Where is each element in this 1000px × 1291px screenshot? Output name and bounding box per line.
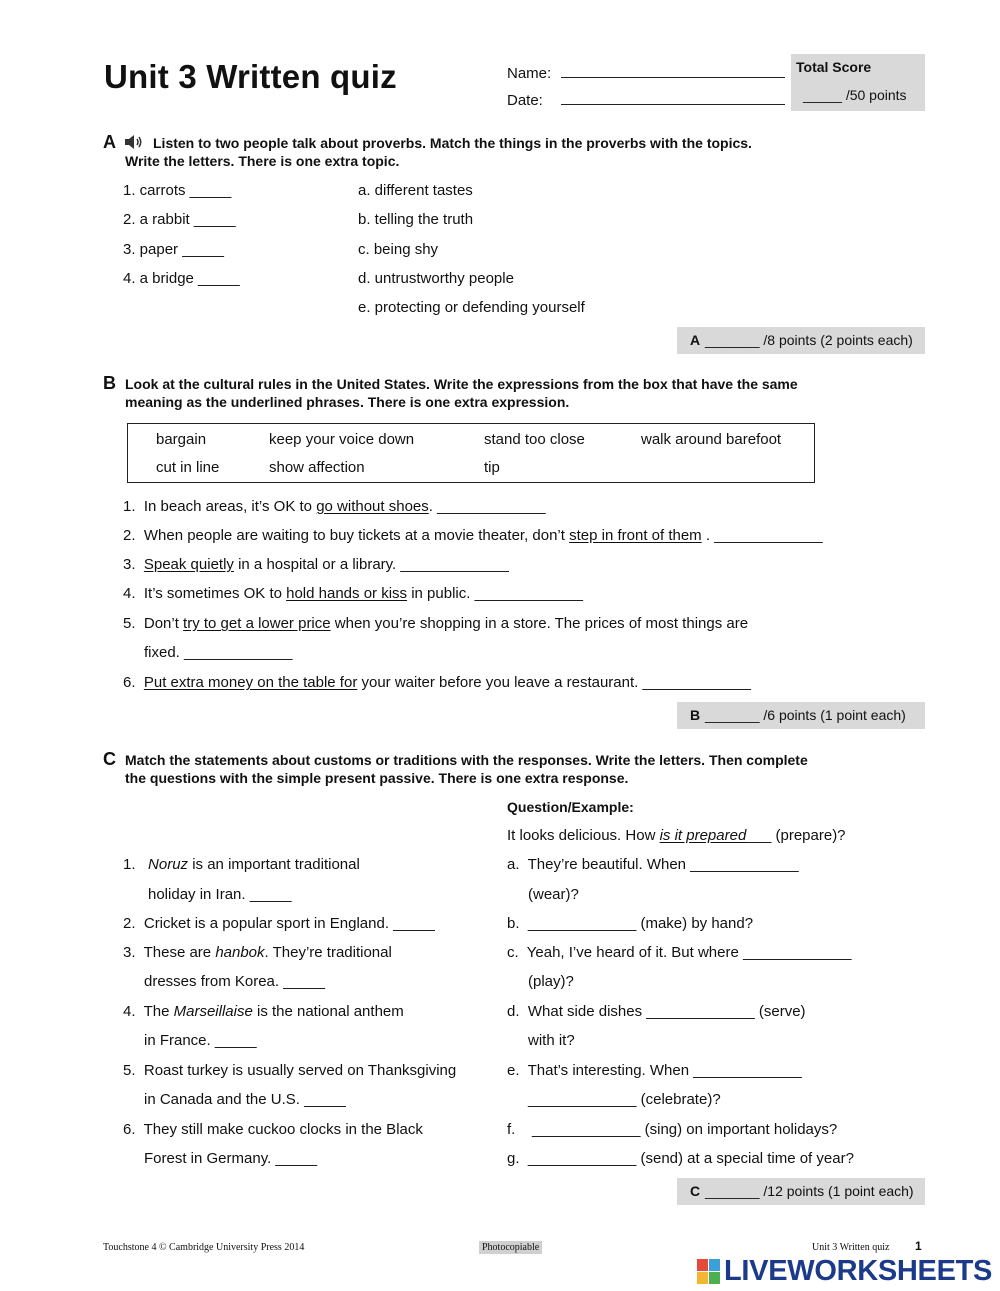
item-number: 6. (123, 674, 136, 691)
date-field[interactable] (561, 90, 785, 105)
response[interactable] (507, 943, 851, 963)
example-line (507, 826, 846, 846)
statement-italic: Marseillaise (173, 1003, 253, 1020)
liveworksheets-logo-icon (697, 1259, 721, 1285)
response[interactable] (507, 855, 799, 875)
section-c-instruction-1: Match the statements about customs or traditions with the responses. Write the letters. Then complete (125, 752, 808, 768)
section-a-item[interactable]: 3. paper _____ (123, 241, 224, 258)
section-a-topic: e. protecting or defending yourself (358, 299, 585, 316)
word-box-item: keep your voice down (269, 431, 415, 448)
underlined-phrase: try to get a lower price (183, 615, 331, 632)
statement-number: 5. (123, 1062, 136, 1079)
section-a-topic: d. untrustworthy people (358, 270, 514, 287)
statement (123, 855, 360, 875)
section-a-item[interactable]: 1. carrots _____ (123, 182, 232, 199)
total-score-box (791, 54, 925, 111)
section-a-instruction-1: Listen to two people talk about proverbs. Match the things in the proverbs with the topics. (153, 135, 752, 151)
section-c-letter: C (103, 749, 116, 769)
section-c-score-letter: C (690, 1183, 701, 1199)
item-answer-blank[interactable]: in a hospital or a library. _____________ (233, 556, 509, 573)
statement-continuation[interactable]: dresses from Korea. _____ (144, 973, 325, 990)
date-label: Date: (507, 92, 543, 109)
liveworksheets-brand: LIVEWORKSHEETS (724, 1255, 993, 1287)
response-continuation: (play)? (528, 973, 574, 990)
item-text: It’s sometimes OK to (143, 585, 287, 602)
example-text-end: ___ (prepare)? (746, 827, 846, 844)
item-text: In beach areas, it’s OK to (143, 498, 317, 515)
statement-text: These are (143, 944, 216, 961)
section-b-score-box (677, 702, 925, 729)
statement-continuation[interactable]: in Canada and the U.S. _____ (144, 1091, 346, 1108)
statement-text[interactable]: Cricket is a popular sport in England. _____ (143, 915, 435, 932)
statement-text: Roast turkey is usually served on Thanksgiving (143, 1062, 457, 1079)
statement[interactable] (123, 914, 435, 934)
section-b-item[interactable] (123, 673, 751, 693)
statement-continuation[interactable]: holiday in Iran. _____ (148, 886, 292, 903)
section-a-score-letter: A (690, 332, 701, 348)
liveworksheets-logo (697, 1257, 997, 1287)
name-label: Name: (507, 65, 552, 82)
underlined-phrase: step in front of them (569, 527, 702, 544)
response-letter: a. (507, 856, 520, 873)
response-text[interactable]: _____________ (send) at a special time of year? (527, 1150, 854, 1167)
word-box-item: bargain (156, 431, 207, 448)
section-a-score[interactable]: _______ /8 points (2 points each) (705, 332, 913, 348)
statement-number: 2. (123, 915, 136, 932)
section-a-topic: b. telling the truth (358, 211, 474, 228)
footer-page-number: 1 (915, 1239, 922, 1253)
statement-continuation[interactable]: in France. _____ (144, 1032, 257, 1049)
section-b-item-continuation[interactable]: fixed. _____________ (144, 644, 293, 661)
section-b-item[interactable] (123, 584, 583, 604)
item-text: when you’re shopping in a store. The prices of most things are (330, 615, 749, 632)
statement-text: is an important traditional (188, 856, 360, 873)
item-answer-blank[interactable]: in public. _____________ (407, 585, 584, 602)
statement-continuation[interactable]: Forest in Germany. _____ (144, 1150, 318, 1167)
section-c-instruction-2: the questions with the simple present passive. There is one extra response. (125, 770, 629, 786)
footer-photocopiable: Photocopiable (479, 1241, 542, 1254)
underlined-phrase: hold hands or kiss (286, 585, 408, 602)
word-box-item: stand too close (484, 431, 585, 448)
underlined-phrase: Speak quietly (143, 556, 234, 573)
item-number: 2. (123, 527, 136, 544)
statement (123, 943, 392, 963)
section-b-item[interactable] (123, 526, 823, 546)
word-box-item: tip (484, 459, 500, 476)
name-row (507, 63, 785, 82)
total-score-value[interactable]: _____ /50 points (803, 87, 907, 103)
underlined-phrase: Put extra money on the table for (143, 674, 358, 691)
item-text: When people are waiting to buy tickets at a movie theater, don’t (143, 527, 570, 544)
section-a-topic: a. different tastes (358, 182, 473, 199)
response-letter: f. (507, 1121, 516, 1138)
statement-number: 6. (123, 1121, 136, 1138)
example-heading: Question/Example: (507, 799, 634, 815)
word-box-item: cut in line (156, 459, 220, 476)
response-continuation: (wear)? (528, 886, 579, 903)
section-b-item[interactable] (123, 614, 748, 634)
response-continuation[interactable]: _____________ (celebrate)? (528, 1091, 721, 1108)
response-letter: d. (507, 1003, 520, 1020)
response-text[interactable]: What side dishes _____________ (serve) (527, 1003, 806, 1020)
response[interactable] (507, 1120, 837, 1140)
item-text: Don’t (143, 615, 184, 632)
section-b-instruction-2: meaning as the underlined phrases. There is one extra expression. (125, 394, 570, 410)
word-box-item: walk around barefoot (641, 431, 782, 448)
section-a-score-box (677, 327, 925, 354)
section-c-score[interactable]: _______ /12 points (1 point each) (705, 1183, 914, 1199)
statement (123, 1120, 423, 1140)
response-text[interactable]: _____________ (sing) on important holidays? (532, 1121, 838, 1138)
statement (123, 1061, 456, 1081)
section-b-score-letter: B (690, 707, 701, 723)
section-a-item[interactable]: 4. a bridge _____ (123, 270, 240, 287)
item-number: 3. (123, 556, 136, 573)
example-text: It looks delicious. How (507, 827, 660, 844)
section-b-item[interactable] (123, 555, 509, 575)
statement-text: The (143, 1003, 174, 1020)
item-number: 5. (123, 615, 136, 632)
word-box-item: show affection (269, 459, 365, 476)
footer-copyright: Touchstone 4 © Cambridge University Press 2014 (103, 1242, 305, 1253)
section-c-score-box (677, 1178, 925, 1205)
statement-number: 3. (123, 944, 136, 961)
response-text[interactable]: They’re beautiful. When _____________ (527, 856, 799, 873)
item-number: 1. (123, 498, 136, 515)
section-a-topic: c. being shy (358, 241, 439, 258)
section-b-letter: B (103, 373, 116, 393)
section-b-score[interactable]: _______ /6 points (1 point each) (705, 707, 906, 723)
section-a-instruction-2: Write the letters. There is one extra topic. (125, 153, 400, 169)
response-letter: b. (507, 915, 520, 932)
item-number: 4. (123, 585, 136, 602)
statement-text: is the national anthem (252, 1003, 404, 1020)
statement (123, 1002, 404, 1022)
item-answer-blank[interactable]: your waiter before you leave a restaurant. _____________ (357, 674, 751, 691)
statement-text: They still make cuckoo clocks in the Black (143, 1121, 423, 1138)
section-a-item[interactable]: 2. a rabbit _____ (123, 211, 236, 228)
response-text[interactable]: _____________ (make) by hand? (527, 915, 754, 932)
statement-italic: hanbok (215, 944, 265, 961)
example-answer: is it prepared (659, 827, 747, 844)
response-text[interactable]: Yeah, I’ve heard of it. But where _____________ (526, 944, 852, 961)
underlined-phrase: go without shoes (316, 498, 429, 515)
section-b-instruction-1: Look at the cultural rules in the United States. Write the expressions from the box that have the same (125, 376, 798, 392)
footer-page-label: Unit 3 Written quiz (812, 1242, 890, 1253)
response-letter: e. (507, 1062, 520, 1079)
section-b-item[interactable] (123, 497, 546, 517)
name-field[interactable] (561, 63, 785, 78)
response[interactable] (507, 1061, 802, 1081)
response-text[interactable]: That’s interesting. When _____________ (527, 1062, 802, 1079)
statement-text: . They’re traditional (264, 944, 392, 961)
response[interactable] (507, 1149, 854, 1169)
response-letter: c. (507, 944, 519, 961)
word-box (127, 423, 815, 483)
response[interactable] (507, 1002, 806, 1022)
response[interactable] (507, 914, 753, 934)
statement-italic: Noruz (148, 856, 189, 873)
response-continuation: with it? (528, 1032, 575, 1049)
section-a-letter: A (103, 132, 116, 152)
page-title: Unit 3 Written quiz (104, 58, 397, 95)
date-row (507, 90, 785, 109)
item-answer-blank[interactable]: . _____________ (701, 527, 823, 544)
total-score-label: Total Score (796, 59, 872, 75)
statement-number: 1. (123, 856, 136, 873)
response-letter: g. (507, 1150, 520, 1167)
item-answer-blank[interactable]: . _____________ (428, 498, 546, 515)
statement-number: 4. (123, 1003, 136, 1020)
